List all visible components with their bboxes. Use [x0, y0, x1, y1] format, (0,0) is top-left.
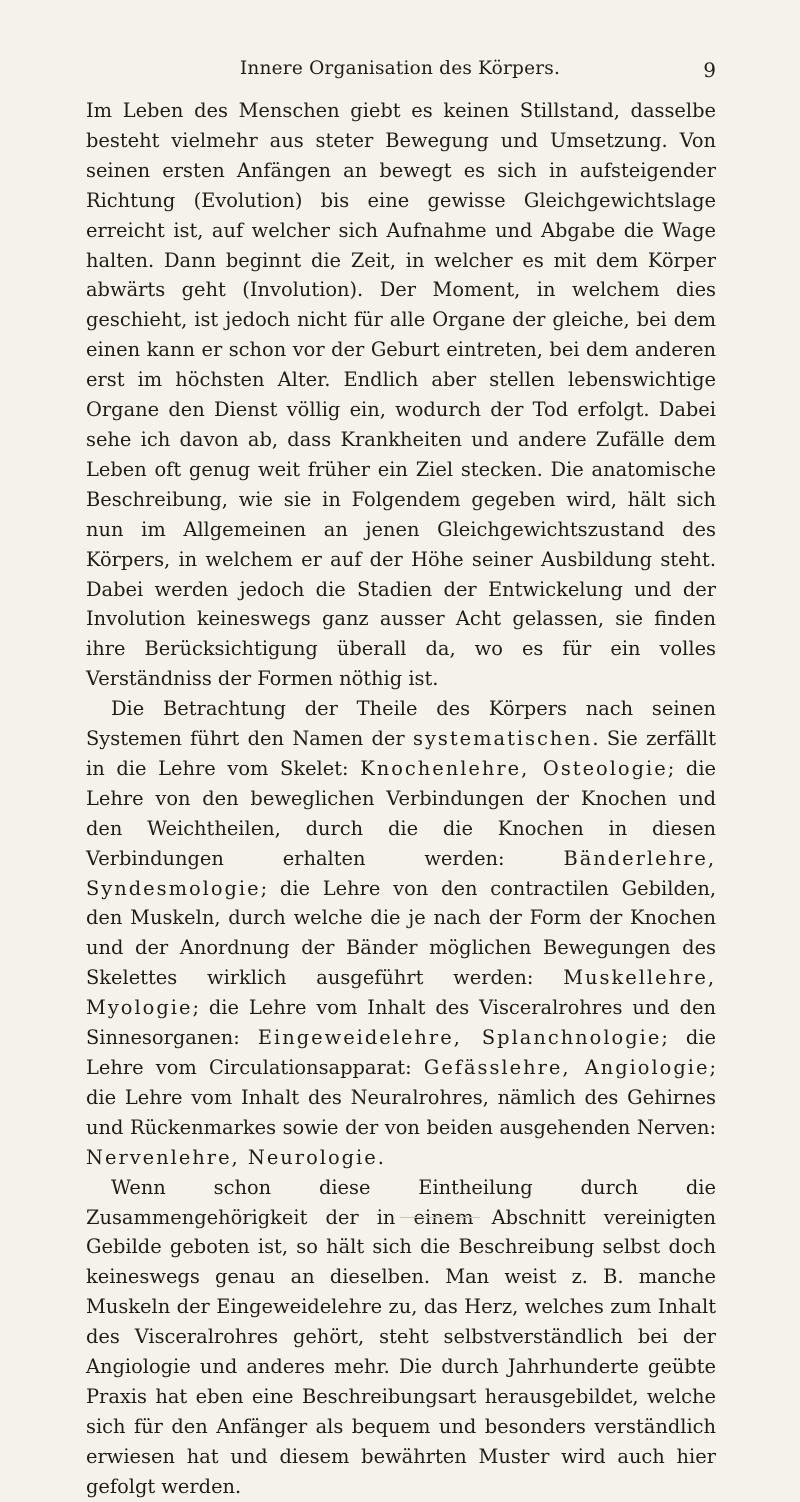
- text-segment: Im Leben des Menschen giebt es keinen Stillstand, dasselbe besteht vielmehr aus steter Bewegung und Umsetzung. Von seinen ersten Anfängen an bewegt es sich in aufsteigender Richtung (Evolution) bis eine gewisse Gleichgewichtslage erreicht ist, auf welcher sich Aufnahme und Abgabe die Wage halten. Dann beginnt die Zeit, in welcher es mit dem Körper abwärts geht (Involution). Der Moment, in welchem dies geschieht, ist jedoch nicht für alle Organe der gleiche, bei dem einen kann er schon vor der Geburt eintreten, bei dem anderen erst im höchsten Alter. Endlich aber stellen lebenswichtige Organe den Dienst völlig ein, wodurch der Tod erfolgt. Dabei sehe ich davon ab, dass Krankheiten und andere Zufälle dem Leben oft genug weit früher ein Ziel stecken. Die anatomische Beschreibung, wie sie in Folgendem gegeben wird, hält sich nun im Allgemeinen an jenen Gleichgewichtszustand des Körpers, in welchem er auf der Höhe seiner Ausbildung steht. Dabei werden jedoch die Stadien der Entwickelung und der Involution keineswegs ganz ausser Acht gelassen, sie finden ihre Berücksichtigung überall da, wo es für ein volles Verständniss der Formen nöthig ist.: [86, 99, 716, 691]
- footer-rule: [400, 1217, 480, 1218]
- paragraph-2: [86, 694, 716, 1173]
- text-segment: ; die Lehre vom Circulationsapparat:: [86, 1026, 716, 1079]
- paragraph-1: [86, 96, 716, 694]
- spaced-term: Gefässlehre, Angiologie: [423, 1056, 710, 1079]
- text-segment: Die Betrachtung der Theile des Körpers nach seinen Systemen führt den Namen der: [86, 697, 716, 751]
- spaced-term: systematischen: [413, 727, 593, 751]
- text-segment: ; die Lehre vom Inhalt des Neuralrohres, nämlich des Gehirnes und Rückenmarkes sowie der von beiden ausgehenden Nerven:: [86, 1056, 716, 1139]
- spaced-term: Knochenlehre, Osteologie: [360, 756, 668, 780]
- text-segment: . Sie zerfällt in die Lehre vom Skelet:: [86, 727, 716, 780]
- text-segment: .: [377, 1145, 384, 1169]
- text-segment: ; die Lehre vom Inhalt des Visceralrohres und den Sinnesorganen:: [86, 996, 716, 1050]
- page-header: [0, 58, 800, 86]
- page-number: 9: [703, 58, 716, 82]
- spaced-term: Bänderlehre, Syndesmologie: [86, 846, 716, 900]
- paragraph-3: [86, 1173, 716, 1502]
- spaced-term: Eingeweidelehre, Splanchnologie: [257, 1026, 662, 1050]
- text-segment: Wenn schon diese Eintheilung durch die Zusammengehörigkeit der in einem Abschnitt vereinigten Gebilde geboten ist, so hält sich die Beschreibung selbst doch keineswegs genau an dieselben. Man weist z. B. manche Muskeln der Eingeweidelehre zu, das Herz, welches zum Inhalt des Visceralrohres gehört, steht selbstverständlich bei der Angiologie und anderes mehr. Die durch Jahrhunderte geübte Praxis hat eben eine Beschreibungsart herausgebildet, welche sich für den Anfänger als bequem und besonders verständlich erwiesen hat und diesem bewährten Muster wird auch hier gefolgt werden.: [86, 1175, 716, 1498]
- running-title: Innere Organisation des Körpers.: [239, 58, 561, 79]
- text-segment: ; die Lehre von den beweglichen Verbindungen der Knochen und den Weichtheilen, durch die die Knochen in diesen Verbindungen erhalten werden:: [86, 756, 716, 870]
- spaced-term: Nervenlehre, Neurologie: [86, 1145, 378, 1169]
- text-segment: ; die Lehre von den contractilen Gebilden, den Muskeln, durch welche die je nach der Form der Knochen und der Anordnung der Bänder möglichen Bewegungen des Skelettes wirklich ausgeführt werden:: [86, 876, 716, 990]
- body-text: [86, 96, 716, 1502]
- spaced-term: Muskellehre, Myologie: [86, 966, 716, 1020]
